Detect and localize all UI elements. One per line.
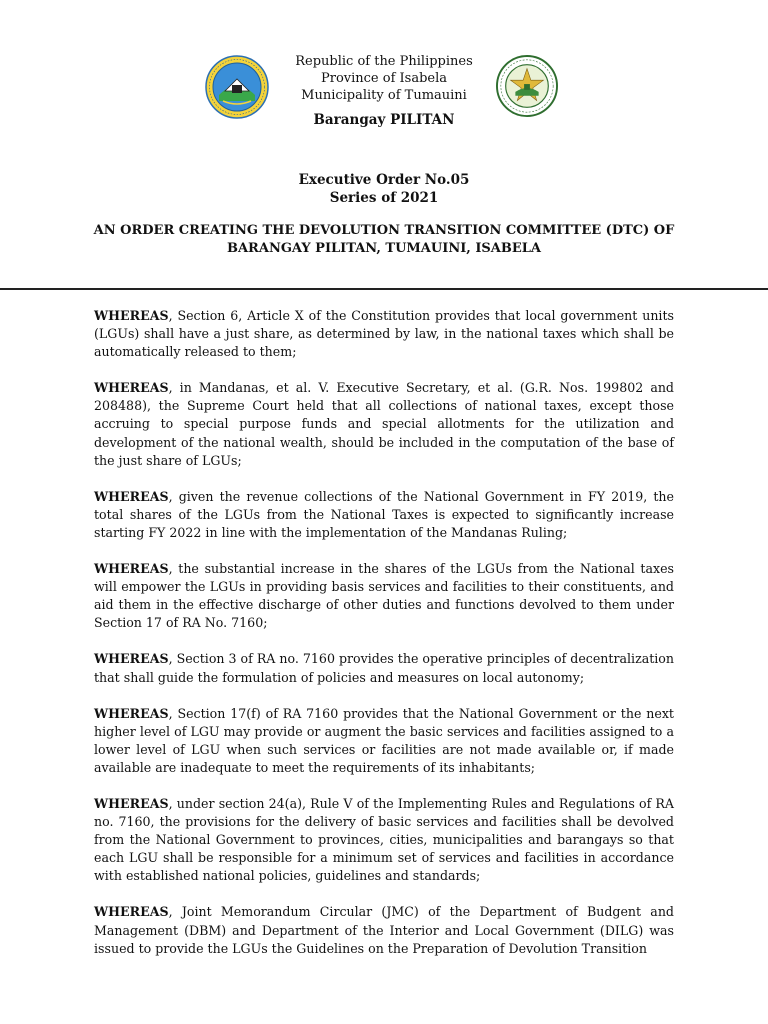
clause-keyword: WHEREAS xyxy=(94,380,169,396)
order-number: Executive Order No.05 xyxy=(298,172,470,188)
document-header xyxy=(0,53,768,104)
whereas-clause xyxy=(94,379,674,469)
clause-text: , in Mandanas, et al. V. Executive Secretary, et al. (G.R. Nos. 199802 and 208488), the Supreme Court held that all collections of national taxes, except those accruing to special purpose funds and special allotments for the utilization and development of the national wealth, should be included in the computation of the base of the just share of LGUs; xyxy=(94,380,674,468)
whereas-clause xyxy=(94,650,674,686)
whereas-clause xyxy=(94,307,674,361)
barangay-name: Barangay PILITAN xyxy=(313,112,455,128)
clause-keyword: WHEREAS xyxy=(94,488,169,504)
header-line-province: Province of Isabela xyxy=(320,71,448,86)
header-line-republic: Republic of the Philippines xyxy=(295,54,473,69)
order-title xyxy=(0,222,768,258)
whereas-clause xyxy=(94,705,674,777)
whereas-clause xyxy=(94,795,674,885)
order-title-line-1: AN ORDER CREATING THE DEVOLUTION TRANSITION COMMITTEE (DTC) OF xyxy=(93,223,675,238)
clause-text: , the substantial increase in the shares of the LGUs from the National taxes will empower the LGUs in providing basis services and facilities to their constituents, and aid them in the effective discharge of other duties and functions devolved to them under Section 17 of RA No. 7160; xyxy=(94,561,674,631)
clause-keyword: WHEREAS xyxy=(94,705,169,721)
whereas-clause xyxy=(94,560,674,632)
order-series: Series of 2021 xyxy=(329,190,439,206)
clause-keyword: WHEREAS xyxy=(94,308,169,323)
clause-text: , Section 3 of RA no. 7160 provides the operative principles of decentralization that shall guide the formulation of policies and measures on local autonomy; xyxy=(94,651,674,685)
clause-text: , Joint Memorandum Circular (JMC) of the Department of Budgent and Management (DBM) and Department of the Interior and Local Government (DILG) was issued to provide the LGUs the Guidelines on the Preparation of Devolution Transition xyxy=(94,904,674,956)
whereas-clause xyxy=(94,903,674,957)
document-body xyxy=(94,307,674,976)
clause-text: , under section 24(a), Rule V of the Implementing Rules and Regulations of RA no. 7160, the provisions for the delivery of basic services and facilities shall be devolved from the National Government to provinces, cities, municipalities and barangays so that each LGU shall be responsible for a minimum set of services and facilities in accordance with established national policies, guidelines and standards; xyxy=(94,795,674,884)
header-line-municipality: Municipality of Tumauini xyxy=(301,88,467,103)
whereas-clause xyxy=(94,488,674,542)
executive-order-heading xyxy=(0,171,768,207)
header-divider xyxy=(0,288,768,290)
clause-text: , given the revenue collections of the National Government in FY 2019, the total shares of the LGUs from the National Taxes is expected to significantly increase starting FY 2022 in line with the implementation of the Mandanas Ruling; xyxy=(94,488,674,540)
clause-keyword: WHEREAS xyxy=(94,795,169,811)
clause-text: , Section 17(f) of RA 7160 provides that the National Government or the next higher level of LGU may provide or augment the basic services and facilities assigned to a lower level of LGU when such services or facilities are not made available or, if made available are inadequate to meet the requirements of its inhabitants; xyxy=(94,705,674,775)
clause-text: , Section 6, Article X of the Constitution provides that local government units (LGUs) shall have a just share, as determined by law, in the national taxes which shall be automatically released to them; xyxy=(94,308,674,360)
clause-keyword: WHEREAS xyxy=(94,651,169,667)
clause-keyword: WHEREAS xyxy=(94,561,169,577)
order-title-line-2: BARANGAY PILITAN, TUMAUINI, ISABELA xyxy=(226,241,542,256)
clause-keyword: WHEREAS xyxy=(94,904,169,920)
